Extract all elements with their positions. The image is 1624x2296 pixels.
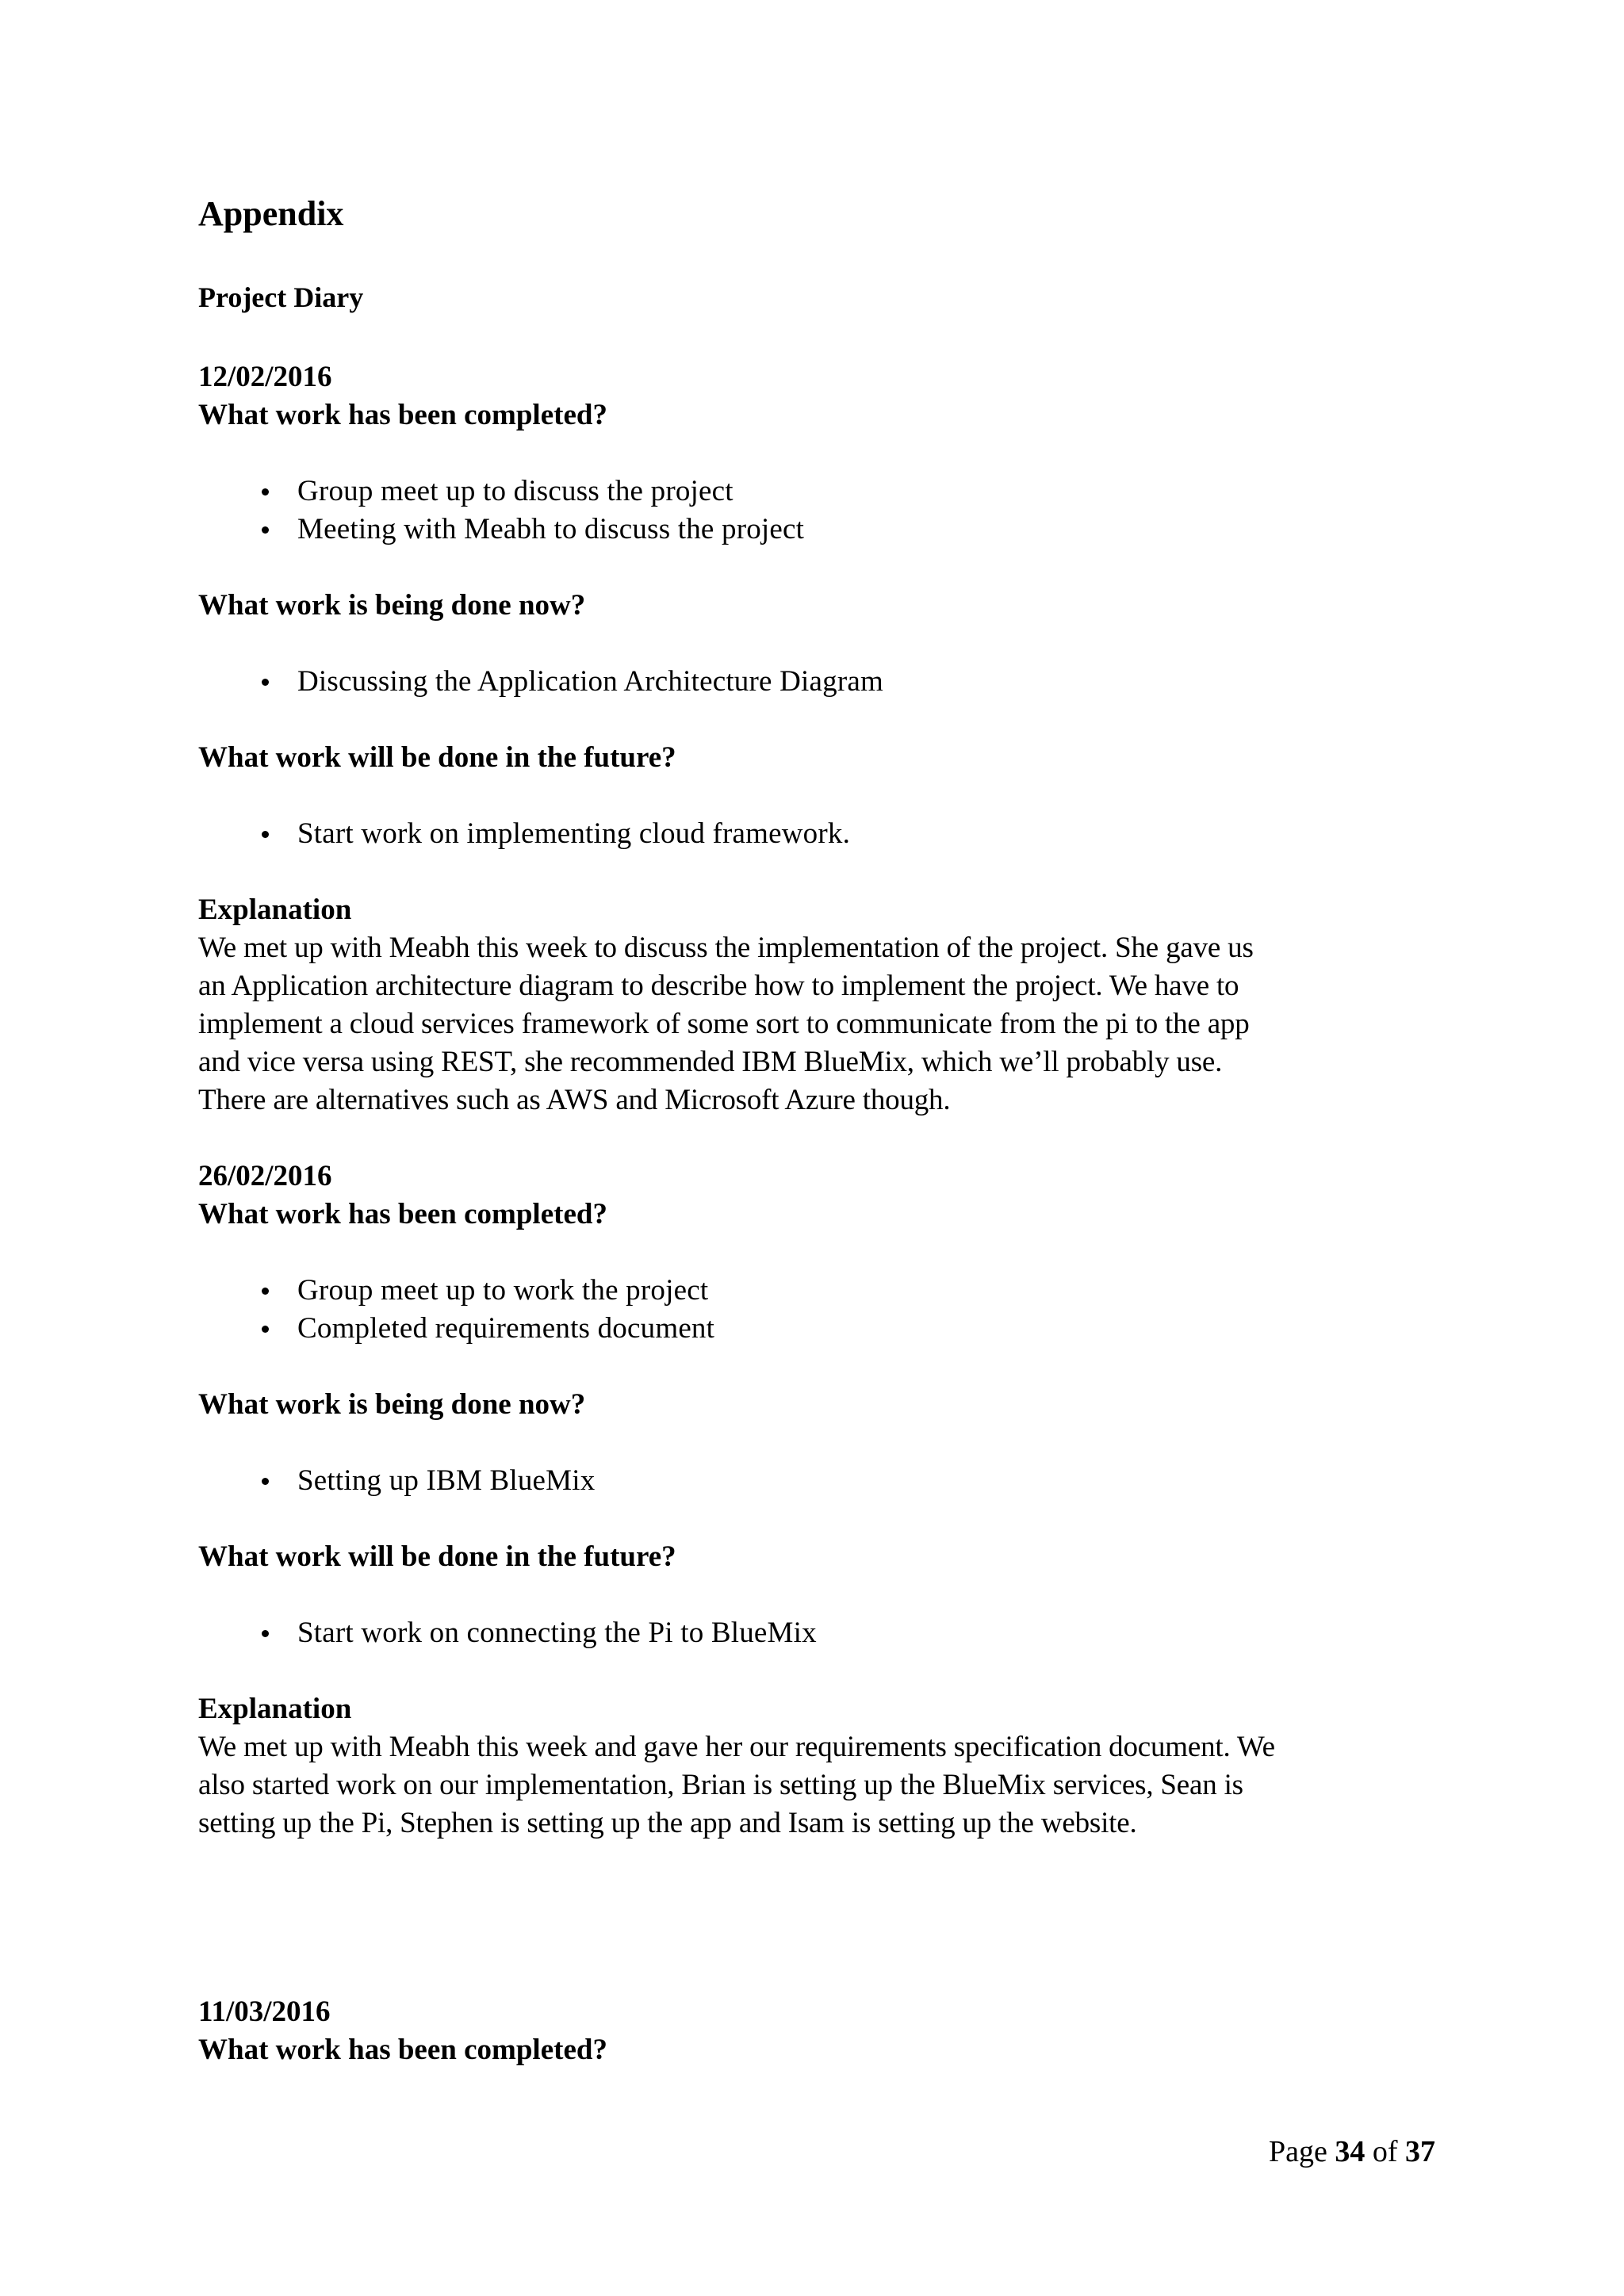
explanation-text: We met up with Meabh this week and gave her our requirements specification document. We also started work on our implementation, Brian is setting up the BlueMix services, Sean is setting up the Pi, Stephen is setting up the app and Isam is setting up the website. (198, 1731, 1275, 1839)
list-item: Discussing the Application Architecture Diagram (198, 663, 1435, 701)
bullet-icon (262, 1478, 269, 1485)
list-item: Group meet up to discuss the project (198, 473, 1435, 511)
list-item: Group meet up to work the project (198, 1272, 1435, 1310)
page-label: Page (1268, 2135, 1327, 2168)
page-content (198, 182, 1435, 2069)
explanation-heading: Explanation (198, 894, 352, 926)
list-item: Setting up IBM BlueMix (198, 1462, 1435, 1500)
explanation-heading: Explanation (198, 1693, 352, 1725)
entry-date: 11/03/2016 (198, 1996, 331, 2028)
diary-entry (198, 1993, 1435, 2069)
section-subtitle: Project Diary (198, 281, 364, 313)
future-heading: What work will be done in the future? (198, 1540, 676, 1573)
bullet-icon (262, 831, 269, 838)
now-heading: What work is being done now? (198, 589, 586, 622)
page-number (1269, 2133, 1435, 2171)
bullet-icon (262, 488, 269, 496)
now-list (198, 663, 1435, 701)
list-item: Meeting with Meabh to discuss the project (198, 511, 1435, 549)
list-item: Start work on connecting the Pi to BlueMix (198, 1614, 1435, 1652)
bullet-icon (262, 1288, 269, 1295)
page-title: Appendix (198, 194, 344, 233)
current-page: 34 (1335, 2135, 1365, 2168)
bullet-icon (262, 679, 269, 686)
explanation-text: We met up with Meabh this week to discuss the implementation of the project. She gave us an Application architecture diagram to describe how to implement the project. We have to implement a cloud services framework of some sort to communicate from the pi to the app and vice versa using REST, she recommended IBM BlueMix, which we’ll probably use. There are alternatives such as AWS and Microsoft Azure though. (198, 932, 1254, 1116)
entry-date: 12/02/2016 (198, 361, 332, 393)
future-list (198, 815, 1435, 853)
completed-heading: What work has been completed? (198, 2034, 607, 2066)
completed-heading: What work has been completed? (198, 399, 607, 431)
completed-list (198, 1272, 1435, 1348)
now-list (198, 1462, 1435, 1500)
future-heading: What work will be done in the future? (198, 741, 676, 774)
page-of: of (1372, 2135, 1398, 2168)
future-list (198, 1614, 1435, 1652)
total-pages: 37 (1405, 2135, 1435, 2168)
entry-date: 26/02/2016 (198, 1160, 332, 1192)
diary-entry (198, 1158, 1435, 1843)
diary-entry (198, 358, 1435, 1119)
list-item: Start work on implementing cloud framework. (198, 815, 1435, 853)
completed-heading: What work has been completed? (198, 1198, 607, 1230)
bullet-icon (262, 1630, 269, 1637)
now-heading: What work is being done now? (198, 1388, 586, 1421)
completed-list (198, 473, 1435, 549)
list-item: Completed requirements document (198, 1310, 1435, 1348)
bullet-icon (262, 1326, 269, 1333)
bullet-icon (262, 526, 269, 534)
